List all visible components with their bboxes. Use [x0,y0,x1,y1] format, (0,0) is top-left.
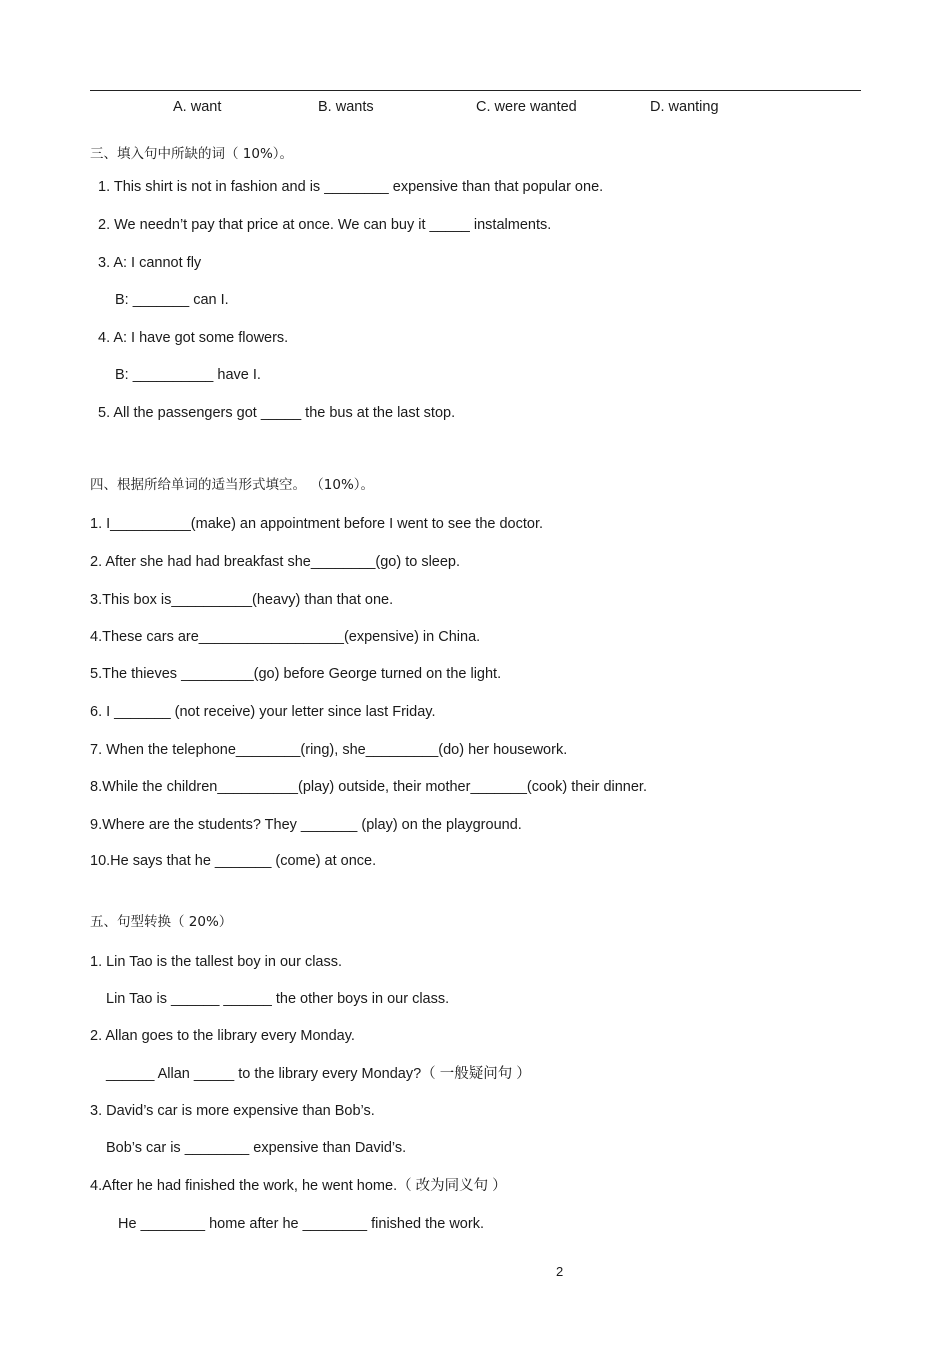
s5-question-3: 3. David’s car is more expensive than Bob’s. [90,1103,375,1119]
s4-question-9: 9.Where are the students? They _______ (play) on the playground. [90,817,522,833]
s4-question-7: 7. When the telephone________(ring), she_________(do) her housework. [90,742,568,758]
s4-question-1: 1. I__________(make) an appointment before I went to see the doctor. [90,516,544,532]
s3-question-4b: B: __________ have I. [115,367,261,383]
s5-answer-2: ______ Allan _____ to the library every Monday?（ 一般疑问句 ） [106,1066,531,1082]
section3-heading: 三、填入句中所缺的词（ 10%）。 [90,146,294,162]
s5-answer-1: Lin Tao is ______ ______ the other boys in our class. [106,991,450,1007]
s4-question-10: 10.He says that he _______ (come) at once. [90,853,377,869]
s5-question-4: 4.After he had finished the work, he went home.（ 改为同义句 ） [90,1178,507,1194]
s5-answer-3: Bob’s car is ________ expensive than David’s. [106,1140,407,1156]
option-b: B. wants [318,99,374,115]
s4-question-8: 8.While the children__________(play) outside, their mother_______(cook) their dinner. [90,779,647,795]
top-rule [90,90,861,91]
s5-question-2: 2. Allan goes to the library every Monday. [90,1028,355,1044]
s3-question-3b: B: _______ can I. [115,292,229,308]
option-c: C. were wanted [476,99,577,115]
section5-heading: 五、句型转换（ 20%） [90,914,233,930]
s4-question-3: 3.This box is__________(heavy) than that one. [90,592,394,608]
s4-question-6: 6. I _______ (not receive) your letter since last Friday. [90,704,436,720]
s3-question-3a: 3. A: I cannot fly [98,255,202,271]
page-number: 2 [556,1264,564,1279]
section4-heading: 四、根据所给单词的适当形式填空。 （10%）。 [90,477,375,493]
s4-question-5: 5.The thieves _________(go) before George turned on the light. [90,666,502,682]
option-d: D. wanting [650,99,719,115]
s3-question-4a: 4. A: I have got some flowers. [98,330,289,346]
s3-question-1: 1. This shirt is not in fashion and is ________ expensive than that popular one. [98,179,604,195]
s3-question-5: 5. All the passengers got _____ the bus at the last stop. [98,405,456,421]
s4-question-2: 2. After she had had breakfast she________(go) to sleep. [90,554,461,570]
s4-question-4: 4.These cars are__________________(expensive) in China. [90,629,481,645]
s3-question-2: 2. We needn’t pay that price at once. We can buy it _____ instalments. [98,217,552,233]
s5-question-1: 1. Lin Tao is the tallest boy in our class. [90,954,343,970]
option-a: A. want [173,99,222,115]
s5-answer-4: He ________ home after he ________ finished the work. [118,1216,484,1232]
